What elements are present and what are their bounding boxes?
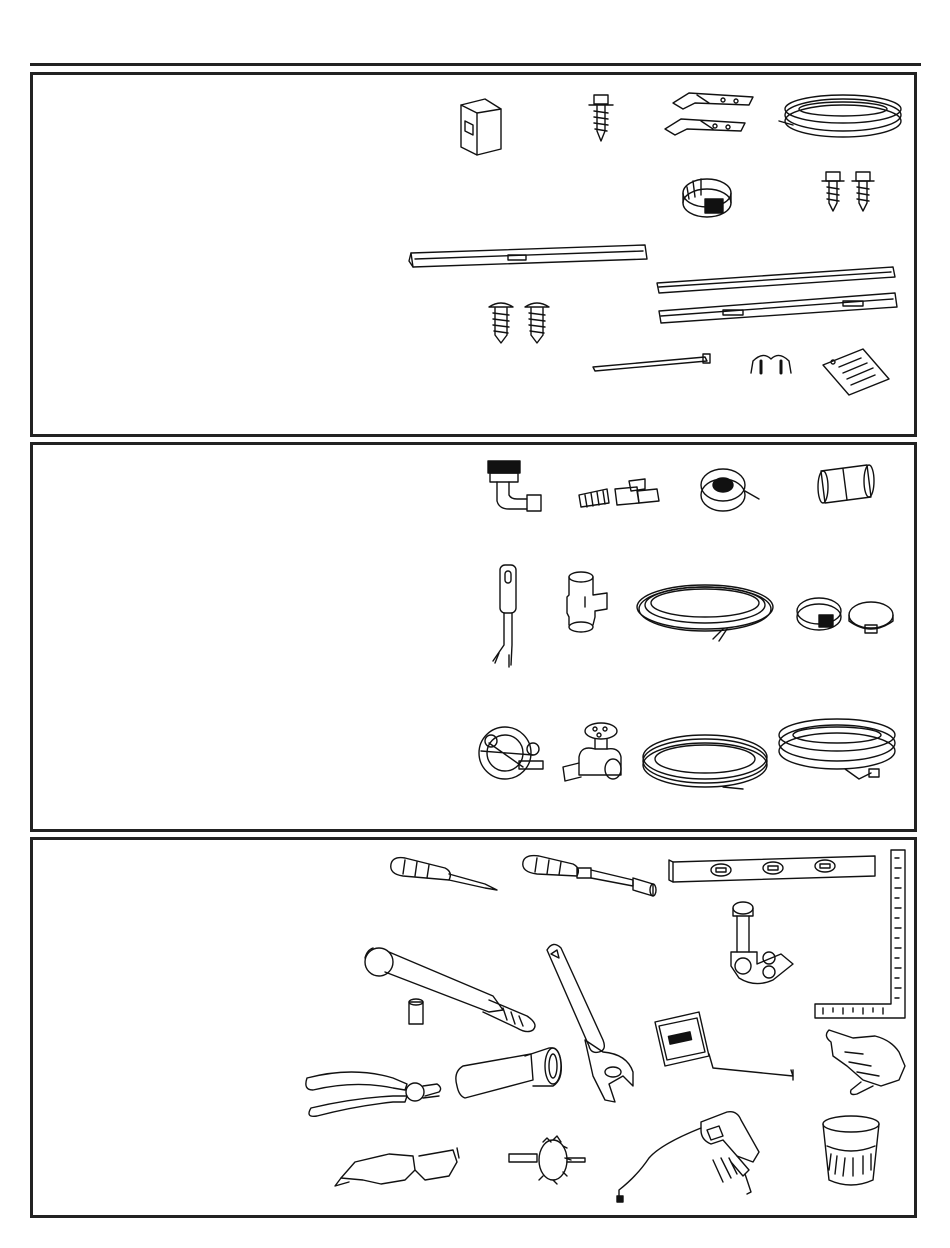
safety-glasses-icon <box>335 1148 459 1186</box>
bucket-icon <box>823 1116 879 1185</box>
wood-screws-icon <box>489 303 549 343</box>
mounting-brackets-icon <box>665 93 753 135</box>
cable-tie-icon <box>593 354 710 371</box>
phillips-screwdriver-icon <box>391 858 497 890</box>
drill-icon <box>617 1112 759 1202</box>
junction-box-icon <box>479 727 543 779</box>
level-icon <box>669 856 875 882</box>
top-rule <box>30 63 921 66</box>
instruction-sheet-icon <box>823 349 889 395</box>
side-rails-icon <box>657 267 897 323</box>
hole-saw-icon <box>509 1136 585 1184</box>
electrical-tape-icon <box>701 469 759 511</box>
nut-driver-icon <box>523 856 656 896</box>
rubber-connector-icon <box>818 465 874 503</box>
gloves-icon <box>826 1030 905 1095</box>
power-cord-icon <box>493 565 516 667</box>
tape-measure-icon <box>655 1012 793 1080</box>
elbow-fitting-icon <box>488 461 541 511</box>
materials-needed-panel <box>30 442 917 832</box>
screw-icon <box>589 95 613 141</box>
clamps-icon <box>797 598 893 633</box>
long-rail-icon <box>409 245 647 267</box>
ratchet-socket-icon <box>365 948 535 1032</box>
wire-nuts-icon <box>579 479 659 507</box>
parts-supplied-panel <box>30 72 917 437</box>
screws-pair-icon <box>822 172 874 211</box>
flashlight-icon <box>456 1048 561 1098</box>
copper-tubing-icon <box>643 735 767 789</box>
drain-tee-icon <box>567 572 607 632</box>
tools-needed-panel <box>30 837 917 1218</box>
pliers-icon <box>306 1072 441 1116</box>
water-line-coil-icon <box>637 585 773 641</box>
clip-icon <box>751 355 791 373</box>
drain-hose-icon <box>779 95 901 137</box>
tubing-cutter-icon <box>731 902 793 984</box>
shutoff-valve-icon <box>563 723 621 781</box>
bracket-block-icon <box>461 99 501 155</box>
hose-clamp-icon <box>683 179 731 217</box>
carpenter-square-icon <box>815 850 905 1018</box>
braided-water-line-icon <box>779 719 895 779</box>
